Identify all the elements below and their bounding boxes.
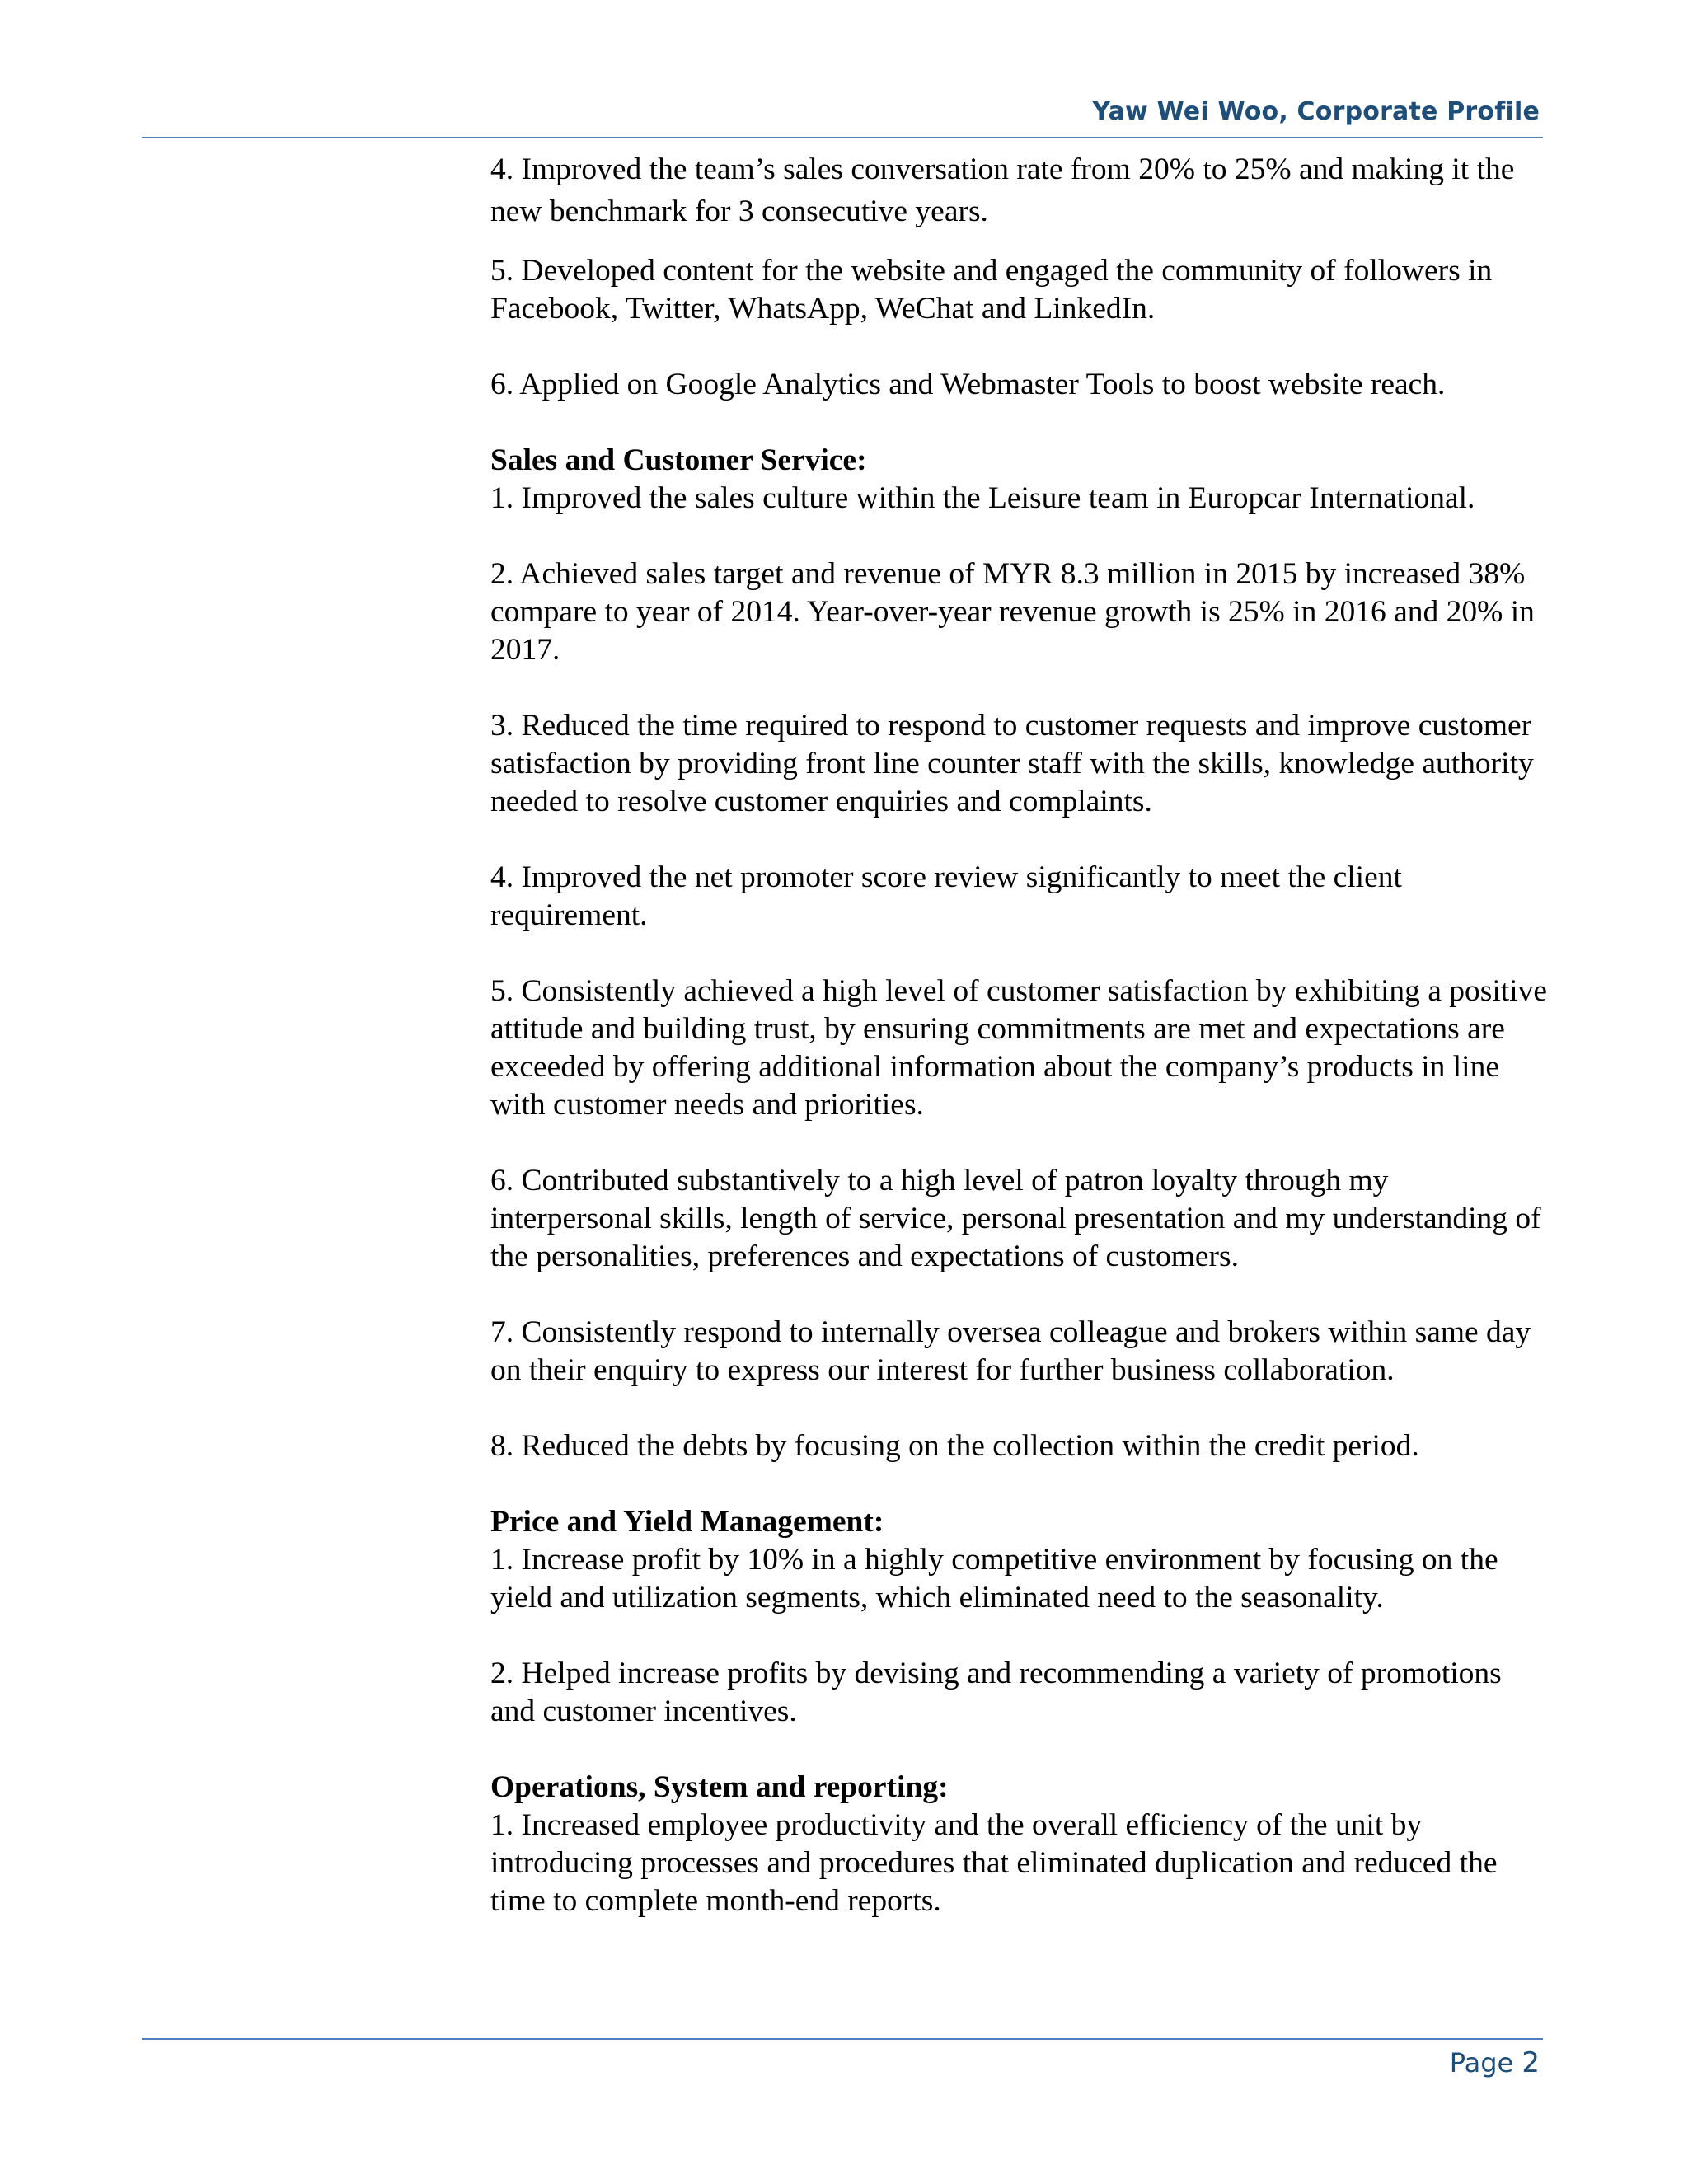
footer-divider — [142, 2038, 1543, 2040]
list-item: 6. Applied on Google Analytics and Webmaster Tools to boost website reach. — [490, 368, 1446, 401]
section-heading-operations: Operations, System and reporting: — [490, 1770, 949, 1804]
list-item: 4. Improved the team’s sales conversation rate from 20% to 25% and making it the new benchmark for 3 consecutive years. — [490, 152, 1515, 228]
document-body — [490, 148, 1550, 1958]
list-item: 1. Improved the sales culture within the Leisure team in Europcar International. — [490, 481, 1475, 515]
list-item: 1. Increase profit by 10% in a highly competitive environment by focusing on the yield and utilization segments, which eliminated need to the seasonality. — [490, 1543, 1498, 1615]
list-item: 4. Improved the net promoter score review significantly to meet the client requirement. — [490, 860, 1402, 932]
section-heading-sales: Sales and Customer Service: — [490, 443, 867, 477]
page-number — [1450, 2046, 1540, 2079]
section-heading-price: Price and Yield Management: — [490, 1505, 884, 1539]
list-item: 5. Consistently achieved a high level of customer satisfaction by exhibiting a positive attitude and building trust, by ensuring commitments are met and expectations are exceeded by offering additional information about the company’s products in line with customer needs and priorities. — [490, 974, 1548, 1122]
list-item: 1. Increased employee productivity and the overall efficiency of the unit by introducing processes and procedures that eliminated duplication and reduced the time to complete month-end reports. — [490, 1808, 1498, 1918]
header-divider — [142, 137, 1543, 138]
list-item: 2. Helped increase profits by devising and recommending a variety of promotions and customer incentives. — [490, 1657, 1502, 1728]
list-item: 8. Reduced the debts by focusing on the collection within the credit period. — [490, 1429, 1419, 1463]
page-label: Page — [1449, 2047, 1514, 2079]
page-number-value: 2 — [1522, 2046, 1540, 2079]
list-item: 5. Developed content for the website and engaged the community of followers in Facebook, Twitter, WhatsApp, WeChat and LinkedIn. — [490, 254, 1493, 326]
list-item: 2. Achieved sales target and revenue of MYR 8.3 million in 2015 by increased 38% compare to year of 2014. Year-over-year revenue growth is 25% in 2016 and 20% in 2017. — [490, 557, 1535, 667]
list-item: 3. Reduced the time required to respond to customer requests and improve customer satisfaction by providing front line counter staff with the skills, knowledge authority needed to resolve customer enquiries and complaints. — [490, 709, 1534, 818]
list-item: 7. Consistently respond to internally oversea colleague and brokers within same day on their enquiry to express our interest for further business collaboration. — [490, 1315, 1531, 1387]
header-title: Yaw Wei Woo, Corporate Profile — [1092, 97, 1540, 126]
list-item: 6. Contributed substantively to a high level of patron loyalty through my interpersonal skills, length of service, personal presentation and my understanding of the personalities, preferences and expectations of customers. — [490, 1164, 1541, 1273]
